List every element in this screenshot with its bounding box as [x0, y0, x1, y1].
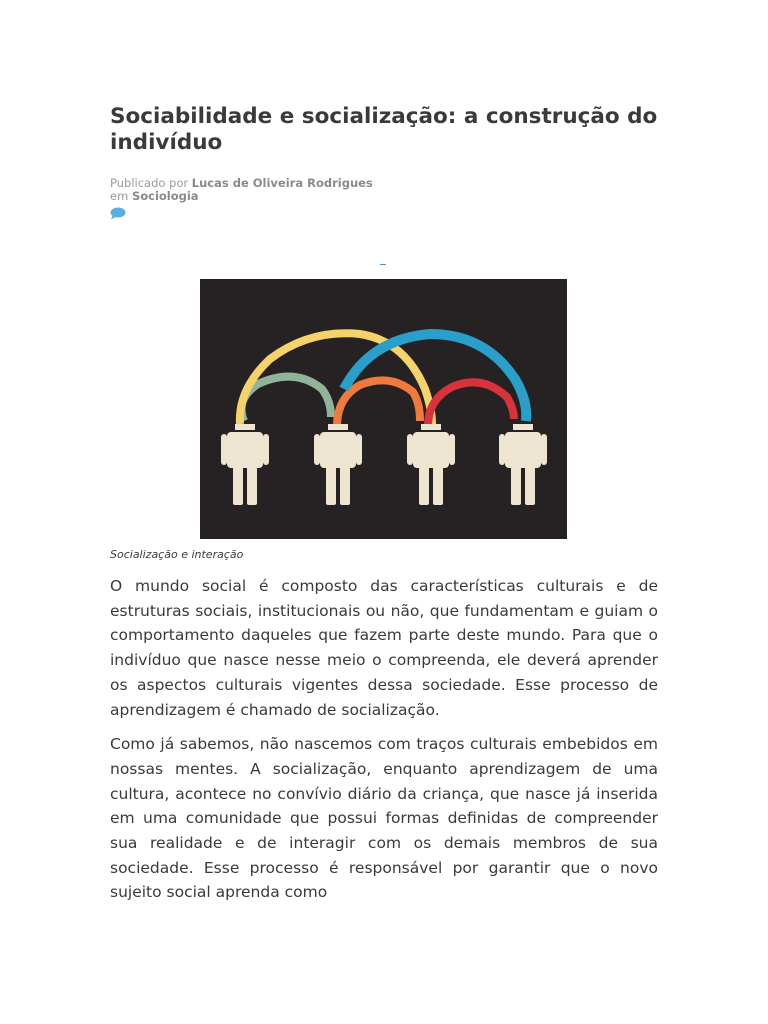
article-header	[110, 100, 658, 220]
category-label: em	[110, 189, 129, 203]
person-icon-3	[407, 424, 455, 505]
image-link-marker[interactable]	[380, 264, 386, 265]
published-label: Publicado por	[110, 176, 189, 190]
category-line	[110, 190, 658, 203]
person-icon-4	[499, 424, 547, 505]
article-body	[110, 574, 658, 915]
socialization-illustration	[200, 279, 567, 539]
category-link[interactable]: Sociologia	[131, 189, 199, 203]
arc-red	[428, 382, 514, 424]
person-icon-2	[314, 424, 362, 505]
paragraph-1: O mundo social é composto das características culturais e de estruturas sociais, institucionais ou não, que fundamentam e guiam o comportamento daqueles que fazem parte deste mundo. Para que o indivíduo que nasce nesse meio o compreenda, ele deverá aprender os aspectos culturais vigentes dessa sociedade. Esse processo de aprendizagem é chamado de socialização.	[110, 577, 658, 719]
paragraph-2: Como já sabemos, não nascemos com traços culturais embebidos em nossas mentes. A socialização, enquanto aprendizagem de uma cultura, acontece no convívio diário da criança, que nasce já inserida em uma comunidade que possui formas definidas de compreender sua realidade e de interagir com os demais membros de sua sociedade. Esse processo é responsável por garantir que o novo sujeito social aprenda como	[110, 735, 658, 902]
figure-caption: Socialização e interação	[110, 548, 244, 561]
article-meta	[110, 177, 658, 220]
arc-green	[241, 377, 331, 421]
author-link[interactable]: Lucas de Oliveira Rodrigues	[191, 176, 373, 190]
comment-bubble-icon[interactable]	[110, 207, 126, 220]
person-icon-1	[221, 424, 269, 505]
page-title: Sociabilidade e socialização: a construção do indivíduo	[110, 104, 658, 155]
article-figure	[200, 279, 567, 539]
